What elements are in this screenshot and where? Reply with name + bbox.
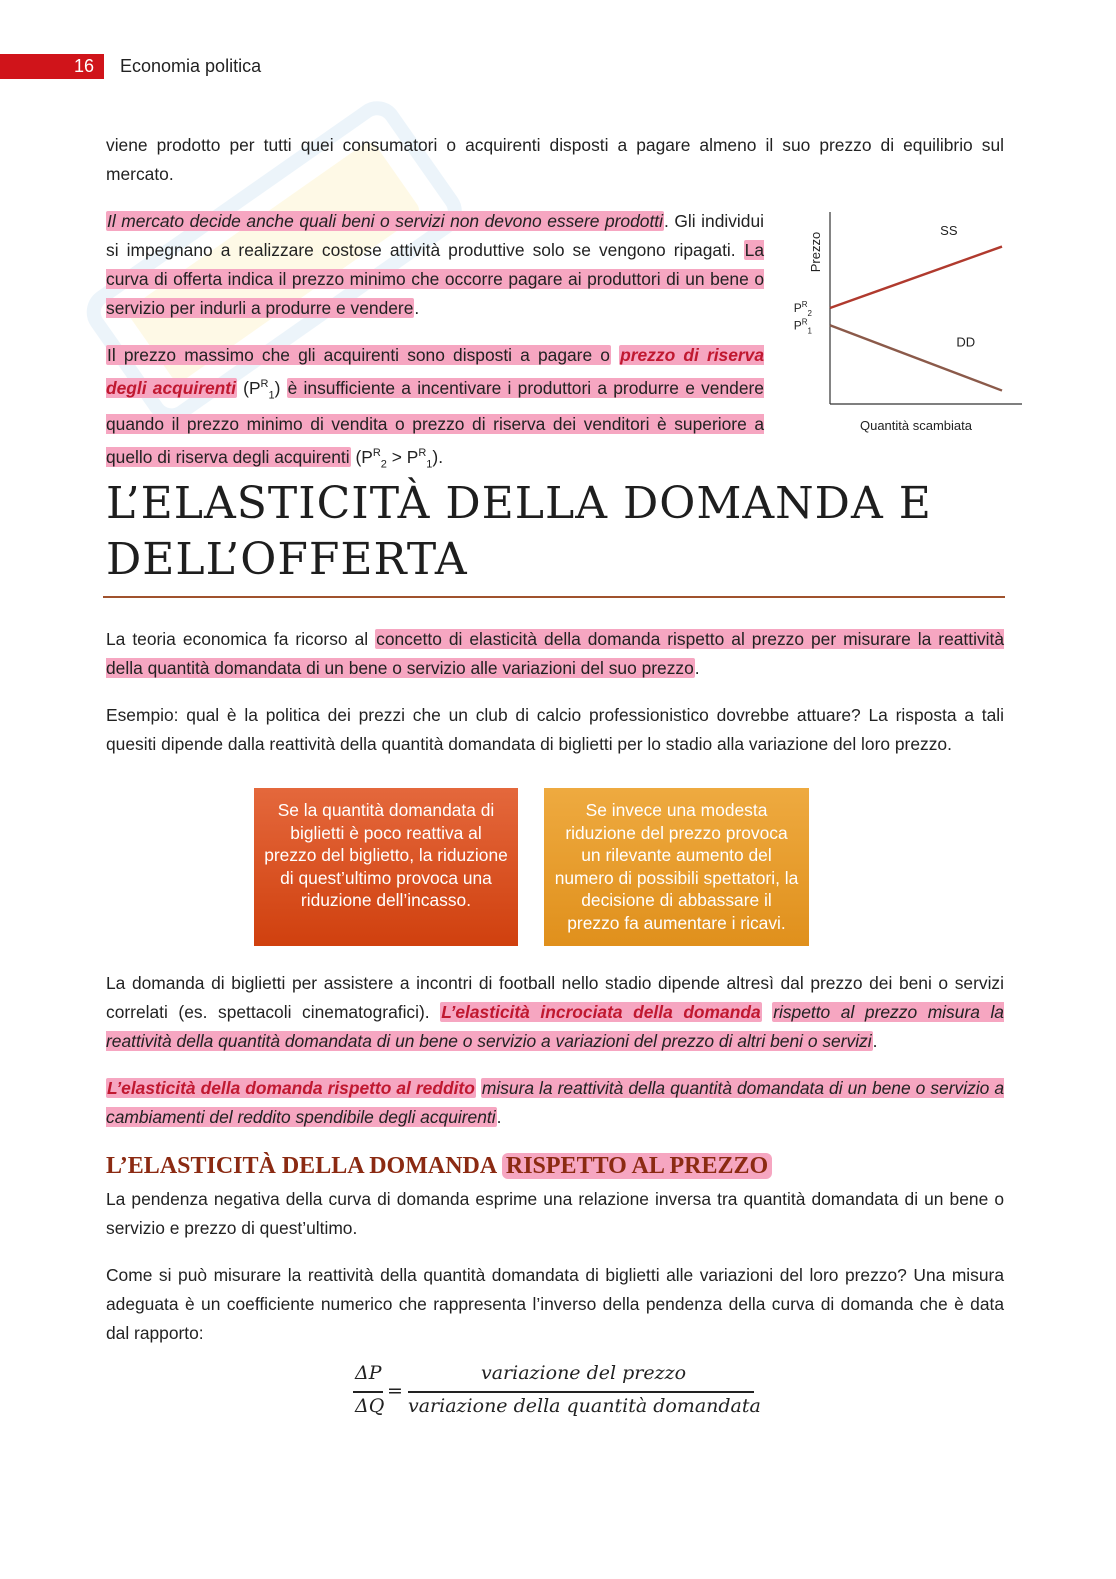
section-rule [103, 596, 1005, 598]
series-line-ss [830, 247, 1002, 308]
running-title: Economia politica [120, 56, 262, 76]
paragraph-2-text-1: . Gli individui si impegnano a realizzare costose attività produttive solo se vengono ripagati. [106, 211, 764, 260]
highlight-cross-elasticity-def: rispetto al prezzo misura la reattività della quantità domandata di un bene o servizio a variazioni del prezzo di altri beni o servizi [106, 1002, 1004, 1051]
subsection-title-highlight: RISPETTO AL PREZZO [502, 1153, 772, 1179]
paragraph-3-text-1: (P [243, 377, 261, 398]
highlight-insufficient: è insufficiente a incentivare i produttori a produrre e vendere quando il prezzo minimo di vendita o prezzo di riserva dei venditori è superiore a quello di riserva degli acquirenti [106, 377, 764, 468]
highlight-supply-curve: La curva di offerta indica il prezzo minimo che occorre pagare ai produttori di un bene o servizio per indurli a produrre e vendere [106, 240, 765, 318]
paragraph-4-text-1: La teoria economica fa ricorso al [106, 629, 369, 649]
superscript-r2: R [372, 447, 381, 460]
paragraph-7 [106, 1074, 1004, 1132]
tick-pr2-sup: R [801, 300, 808, 309]
paragraph-9 [106, 1261, 1004, 1348]
supply-demand-chart [784, 200, 1034, 440]
highlight-elasticity-concept: concetto di elasticità della domanda rispetto al prezzo per misurare la reattività della quantità domandata di un bene o servizio alle variazioni del suo prezzo [106, 629, 1005, 678]
page-number: 16 [73, 56, 94, 76]
subsection-title-plain: L’ELASTICITÀ DELLA DOMANDA [106, 1153, 496, 1179]
paragraph-8 [106, 1185, 1004, 1243]
paragraph-2-text-2: . [414, 298, 420, 318]
paragraph-8-text: La pendenza negativa della curva di domanda esprime una relazione inversa tra quantità domandata di un bene o servizio e prezzo di quest’ultimo. [106, 1189, 1004, 1238]
tick-label-pr1 [794, 317, 813, 335]
paragraph-3-text-5: ). [432, 447, 444, 468]
paragraph-1 [106, 131, 1004, 189]
formula-rhs-numerator: variazione del prezzo [481, 1362, 687, 1384]
formula-equals: = [387, 1380, 403, 1402]
paragraph-2 [106, 207, 764, 323]
section-title: L’ELASTICITÀ DELLA DOMANDA E DELL’OFFERTA [106, 478, 932, 585]
tick-pr1-base: P [793, 318, 802, 333]
paragraph-7-text-1: . [496, 1107, 502, 1127]
paragraph-4-text-2: . [694, 658, 700, 678]
paragraph-9-text: Come si può misurare la reattività della quantità domandata di biglietti alle variazioni del loro prezzo? Una misura adeguata è un coefficiente numerico che rappresenta l’inverso della pendenza della curva di domanda che è data dal rapporto: [106, 1265, 1004, 1343]
subscript-2: 2 [380, 458, 387, 471]
formula-lhs-numerator: ΔP [355, 1362, 382, 1384]
callout-box-high-reactivity [544, 788, 809, 946]
subsection-title [106, 1150, 772, 1182]
y-axis-label: Prezzo [808, 231, 823, 273]
superscript-r1: R [260, 378, 269, 390]
highlight-markets-decide: Il mercato decide anche quali beni o servizi non devono essere prodotti [107, 211, 663, 231]
highlight-max-price: Il prezzo massimo che gli acquirenti sono disposti a pagare o [107, 345, 610, 365]
series-label-ss: SS [940, 223, 958, 239]
superscript-r3: R [418, 447, 427, 460]
paragraph-6-text-1: La domanda di biglietti per assistere a incontri di football nello stadio dipende altresì dal prezzo dei beni o servizi correlati (es. spettacoli cinematografici). [106, 973, 1004, 1022]
tick-label-pr2 [794, 300, 813, 318]
formula-rhs-denominator: variazione della quantità domandata [408, 1395, 761, 1417]
paragraph-6-text-2: . [872, 1031, 878, 1051]
paragraph-3 [106, 341, 764, 480]
highlight-income-elasticity-def: misura la reattività della quantità domandata di un bene o servizio a cambiamenti del reddito spendibile degli acquirenti [106, 1078, 1004, 1127]
formula-lhs-denominator: ΔQ [355, 1395, 385, 1417]
tick-pr1-sub: 1 [807, 326, 812, 336]
tick-pr2-sub: 2 [807, 309, 812, 318]
tick-pr1-sup: R [801, 317, 808, 327]
paragraph-3-text-4: > P [386, 447, 419, 468]
x-axis-label: Quantità scambiata [859, 418, 973, 433]
tick-pr2-base: P [793, 301, 802, 315]
paragraph-3-text-3: (P [355, 447, 373, 468]
callout-box-low-reactivity [254, 788, 518, 946]
highlight-buyers-reserve-price: prezzo di riserva degli acquirenti [106, 345, 765, 398]
series-line-dd [830, 325, 1002, 390]
callout-box-2-text: Se invece una modesta riduzione del prezzo provoca un rilevante aumento del numero di possibili spettatori, la decisione di abbassare il prezzo fa aumentare i ricavi. [554, 800, 799, 933]
subscript-1: 1 [268, 389, 275, 402]
paragraph-5 [106, 701, 1004, 759]
paragraph-6 [106, 969, 1004, 1056]
paragraph-1-text: viene prodotto per tutti quei consumatori o acquirenti disposti a pagare almeno il suo prezzo di equilibrio sul mercato. [106, 135, 1004, 184]
formula-rhs-bar [408, 1391, 754, 1393]
highlight-cross-elasticity: L’elasticità incrociata della domanda [441, 1002, 761, 1022]
series-label-dd: DD [956, 334, 976, 350]
highlight-income-elasticity: L’elasticità della domanda rispetto al reddito [107, 1078, 475, 1098]
subscript-3: 1 [426, 458, 433, 471]
paragraph-5-text: Esempio: qual è la politica dei prezzi che un club di calcio professionistico dovrebbe attuare? La risposta a tali quesiti dipende dalla reattività della quantità domandata di biglietti per lo stadio alla variazione del loro prezzo. [106, 705, 1004, 754]
paragraph-3-text-2: ) [274, 377, 281, 398]
paragraph-4 [106, 625, 1004, 683]
formula-lhs-bar [353, 1391, 383, 1393]
callout-box-1-text: Se la quantità domandata di biglietti è poco reattiva al prezzo del biglietto, la riduzione di quest’ultimo provoca una riduzione dell’incasso. [264, 800, 508, 910]
